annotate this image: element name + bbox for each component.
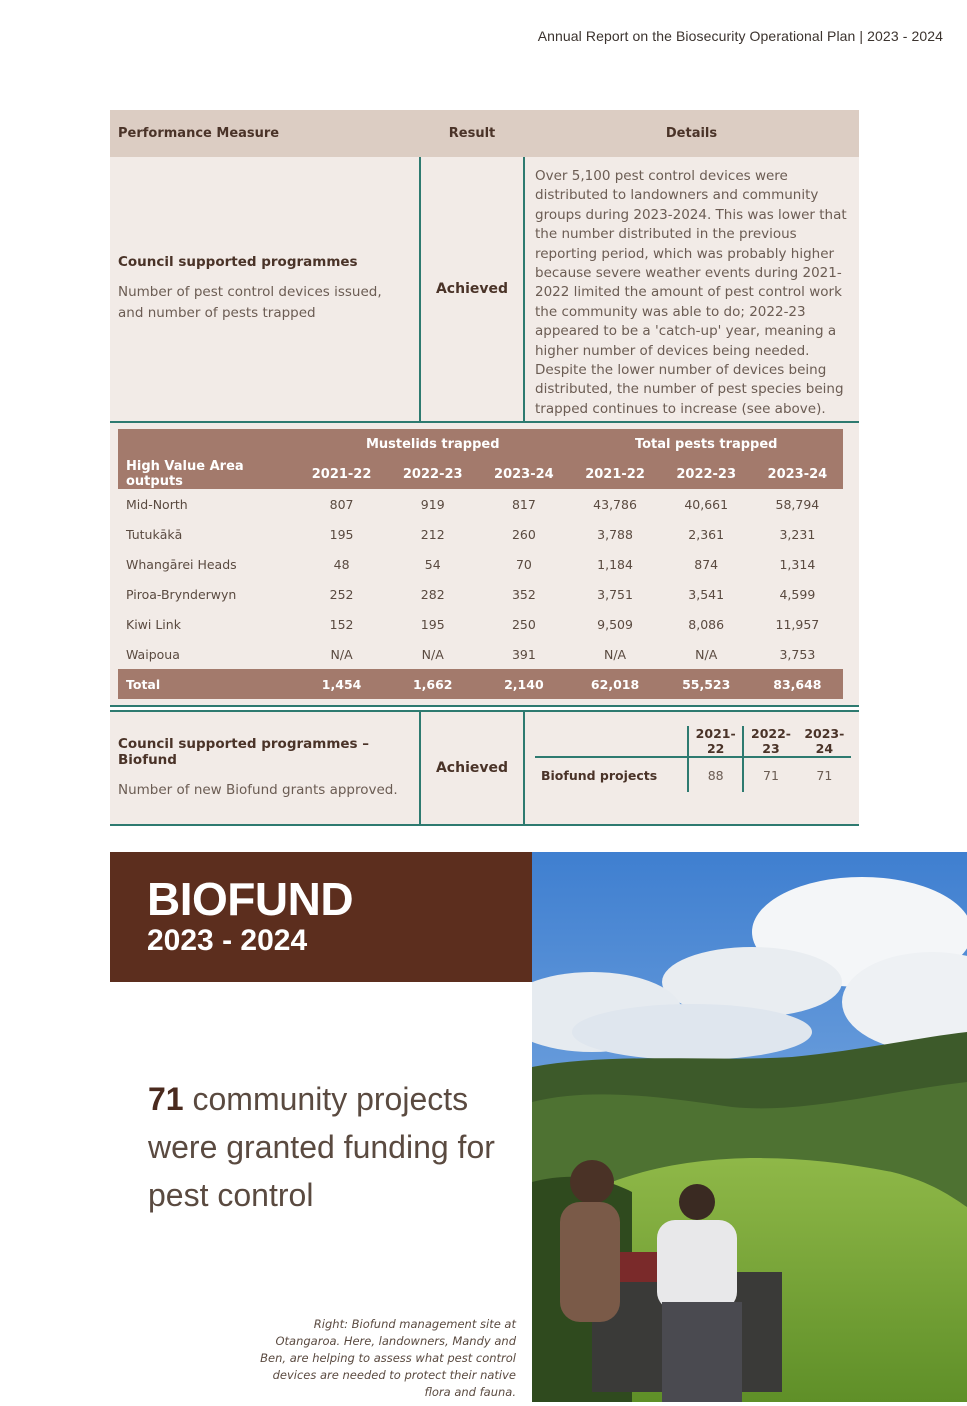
group-total-pests-trapped: Total pests trapped bbox=[634, 436, 778, 452]
result-cell: Achieved bbox=[421, 712, 525, 824]
total-value: 62,018 bbox=[590, 676, 640, 692]
year-header: 2023-24 bbox=[494, 466, 554, 482]
biofund-mini-table bbox=[535, 726, 851, 792]
cell-value: 58,794 bbox=[775, 496, 820, 512]
details-cell bbox=[525, 157, 859, 421]
cell-value: 250 bbox=[511, 616, 536, 632]
cell-value: 43,786 bbox=[593, 496, 637, 512]
total-label: Total bbox=[126, 676, 161, 692]
table-header-row bbox=[110, 110, 859, 157]
cell-value: 807 bbox=[329, 496, 354, 512]
year-header: 2021-22 bbox=[311, 466, 372, 482]
high-value-area-table-wrapper bbox=[110, 423, 859, 707]
cell-value: 152 bbox=[329, 616, 354, 632]
biofund-mini-row bbox=[535, 757, 851, 792]
biofund-stat bbox=[148, 1075, 508, 1219]
cell-value: 3,751 bbox=[597, 586, 633, 602]
table-row bbox=[110, 710, 859, 826]
table-row bbox=[118, 549, 843, 579]
cell-value: N/A bbox=[421, 646, 444, 662]
cell-value: 352 bbox=[511, 586, 536, 602]
cell-value: 3,753 bbox=[779, 646, 816, 662]
stat-number: 71 bbox=[148, 1081, 184, 1117]
report-header-title: Annual Report on the Biosecurity Operational Plan | 2023 - 2024 bbox=[537, 28, 943, 44]
cell-value: 874 bbox=[694, 556, 719, 572]
cell-value: 3,788 bbox=[597, 526, 633, 542]
measure-description: Number of pest control devices issued, and number of pests trapped bbox=[118, 284, 382, 321]
result-cell: Achieved bbox=[421, 157, 525, 421]
cell-value: 252 bbox=[329, 586, 354, 602]
cell-value: 817 bbox=[511, 496, 536, 512]
year-header: 2023-24 bbox=[798, 726, 851, 757]
table-row bbox=[118, 489, 843, 519]
header-performance-measure: Performance Measure bbox=[118, 126, 280, 141]
total-value: 1,454 bbox=[321, 676, 362, 692]
stat-text: community projects were granted funding for pest control bbox=[148, 1081, 495, 1213]
total-row bbox=[118, 669, 843, 699]
hva-group-header-row bbox=[118, 429, 843, 459]
performance-measure-table bbox=[110, 110, 859, 826]
total-value: 83,648 bbox=[773, 676, 822, 692]
cell-value: 9,509 bbox=[597, 616, 633, 632]
cell-value: 391 bbox=[511, 646, 536, 662]
cell-value: 282 bbox=[420, 586, 445, 602]
measure-cell bbox=[110, 157, 421, 421]
cell-value: 3,231 bbox=[779, 526, 816, 542]
cell-value: 4,599 bbox=[779, 586, 816, 602]
cell-value: 71 bbox=[816, 767, 833, 783]
cell-value: 195 bbox=[329, 526, 354, 542]
cell-value: 212 bbox=[420, 526, 445, 542]
area-name: Whangārei Heads bbox=[126, 556, 237, 572]
measure-cell bbox=[110, 712, 421, 824]
header-details: Details bbox=[665, 126, 718, 141]
cell-value: 195 bbox=[420, 616, 445, 632]
cell-value: 3,541 bbox=[688, 586, 725, 602]
details-cell bbox=[525, 712, 859, 824]
year-header: 2021-22 bbox=[688, 726, 743, 757]
total-value: 2,140 bbox=[504, 676, 544, 692]
measure-title: Council supported programmes bbox=[118, 254, 358, 270]
measure-description: Number of new Biofund grants approved. bbox=[118, 781, 398, 798]
cell-value: N/A bbox=[695, 646, 718, 662]
cell-value: 1,314 bbox=[779, 556, 816, 572]
year-header: 2022-23 bbox=[743, 726, 797, 757]
cell-value: 70 bbox=[515, 556, 532, 572]
details-text: Over 5,100 pest control devices were distributed to landowners and community groups during 2023-2024. This was lower that the number distributed in the previous reporting period, which was probably higher because severe weather events during 2021-2022 limited the amount of pest control work the community was able to do; 2022-23 appeared to be a 'catch-up' year, meaning a higher number of devices being needed. Despite the lower number of devices being distributed, the number of pest species being trapped continues to increase (see above). bbox=[535, 168, 847, 417]
photo-caption: Right: Biofund management site at Otangaroa. Here, landowners, Mandy and Ben, are helping to assess what pest control devices are needed to protect their native flora and fauna. bbox=[260, 1317, 516, 1399]
biofund-banner bbox=[110, 852, 532, 982]
biofund-title: BIOFUND bbox=[147, 873, 354, 925]
table-row bbox=[118, 609, 843, 639]
cell-value: 48 bbox=[333, 556, 350, 572]
year-header: 2023-24 bbox=[767, 466, 828, 482]
area-name: Waipoua bbox=[126, 646, 180, 662]
area-name: Piroa-Brynderwyn bbox=[126, 586, 237, 602]
year-header: 2022-23 bbox=[676, 466, 737, 482]
cell-value: 88 bbox=[688, 757, 743, 792]
hva-year-header-row bbox=[118, 459, 843, 489]
cell-value: N/A bbox=[603, 646, 627, 662]
high-value-area-table bbox=[118, 429, 843, 699]
area-name: Tutukākā bbox=[126, 526, 183, 542]
biofund-years: 2023 - 2024 bbox=[147, 924, 308, 957]
table-row bbox=[118, 639, 843, 669]
measure-title: Council supported programmes – Biofund bbox=[118, 735, 370, 768]
hva-first-column-header: High Value Area outputs bbox=[126, 459, 244, 489]
cell-value: N/A bbox=[330, 646, 353, 662]
group-mustelids-trapped: Mustelids trapped bbox=[365, 436, 500, 452]
table-row bbox=[118, 519, 843, 549]
year-header: 2022-23 bbox=[402, 466, 463, 482]
area-name: Mid-North bbox=[126, 496, 188, 512]
total-value: 1,662 bbox=[412, 676, 453, 692]
cell-value: 919 bbox=[420, 496, 445, 512]
table-row bbox=[110, 157, 859, 423]
cell-value: 260 bbox=[511, 526, 536, 542]
table-row bbox=[118, 579, 843, 609]
cell-value: 11,957 bbox=[775, 616, 820, 632]
cell-value: 71 bbox=[743, 757, 797, 792]
biofund-projects-label: Biofund projects bbox=[541, 767, 658, 783]
biofund-mini-header-row bbox=[535, 726, 851, 757]
year-header: 2021-22 bbox=[585, 466, 645, 482]
total-value: 55,523 bbox=[682, 676, 731, 692]
cell-value: 8,086 bbox=[688, 616, 725, 632]
cell-value: 40,661 bbox=[684, 496, 729, 512]
cell-value: 54 bbox=[424, 556, 441, 572]
header-result: Result bbox=[448, 126, 496, 141]
area-name: Kiwi Link bbox=[126, 616, 181, 632]
cell-value: 1,184 bbox=[597, 556, 633, 572]
cell-value: 2,361 bbox=[688, 526, 725, 542]
biofund-site-photo bbox=[532, 852, 967, 1402]
